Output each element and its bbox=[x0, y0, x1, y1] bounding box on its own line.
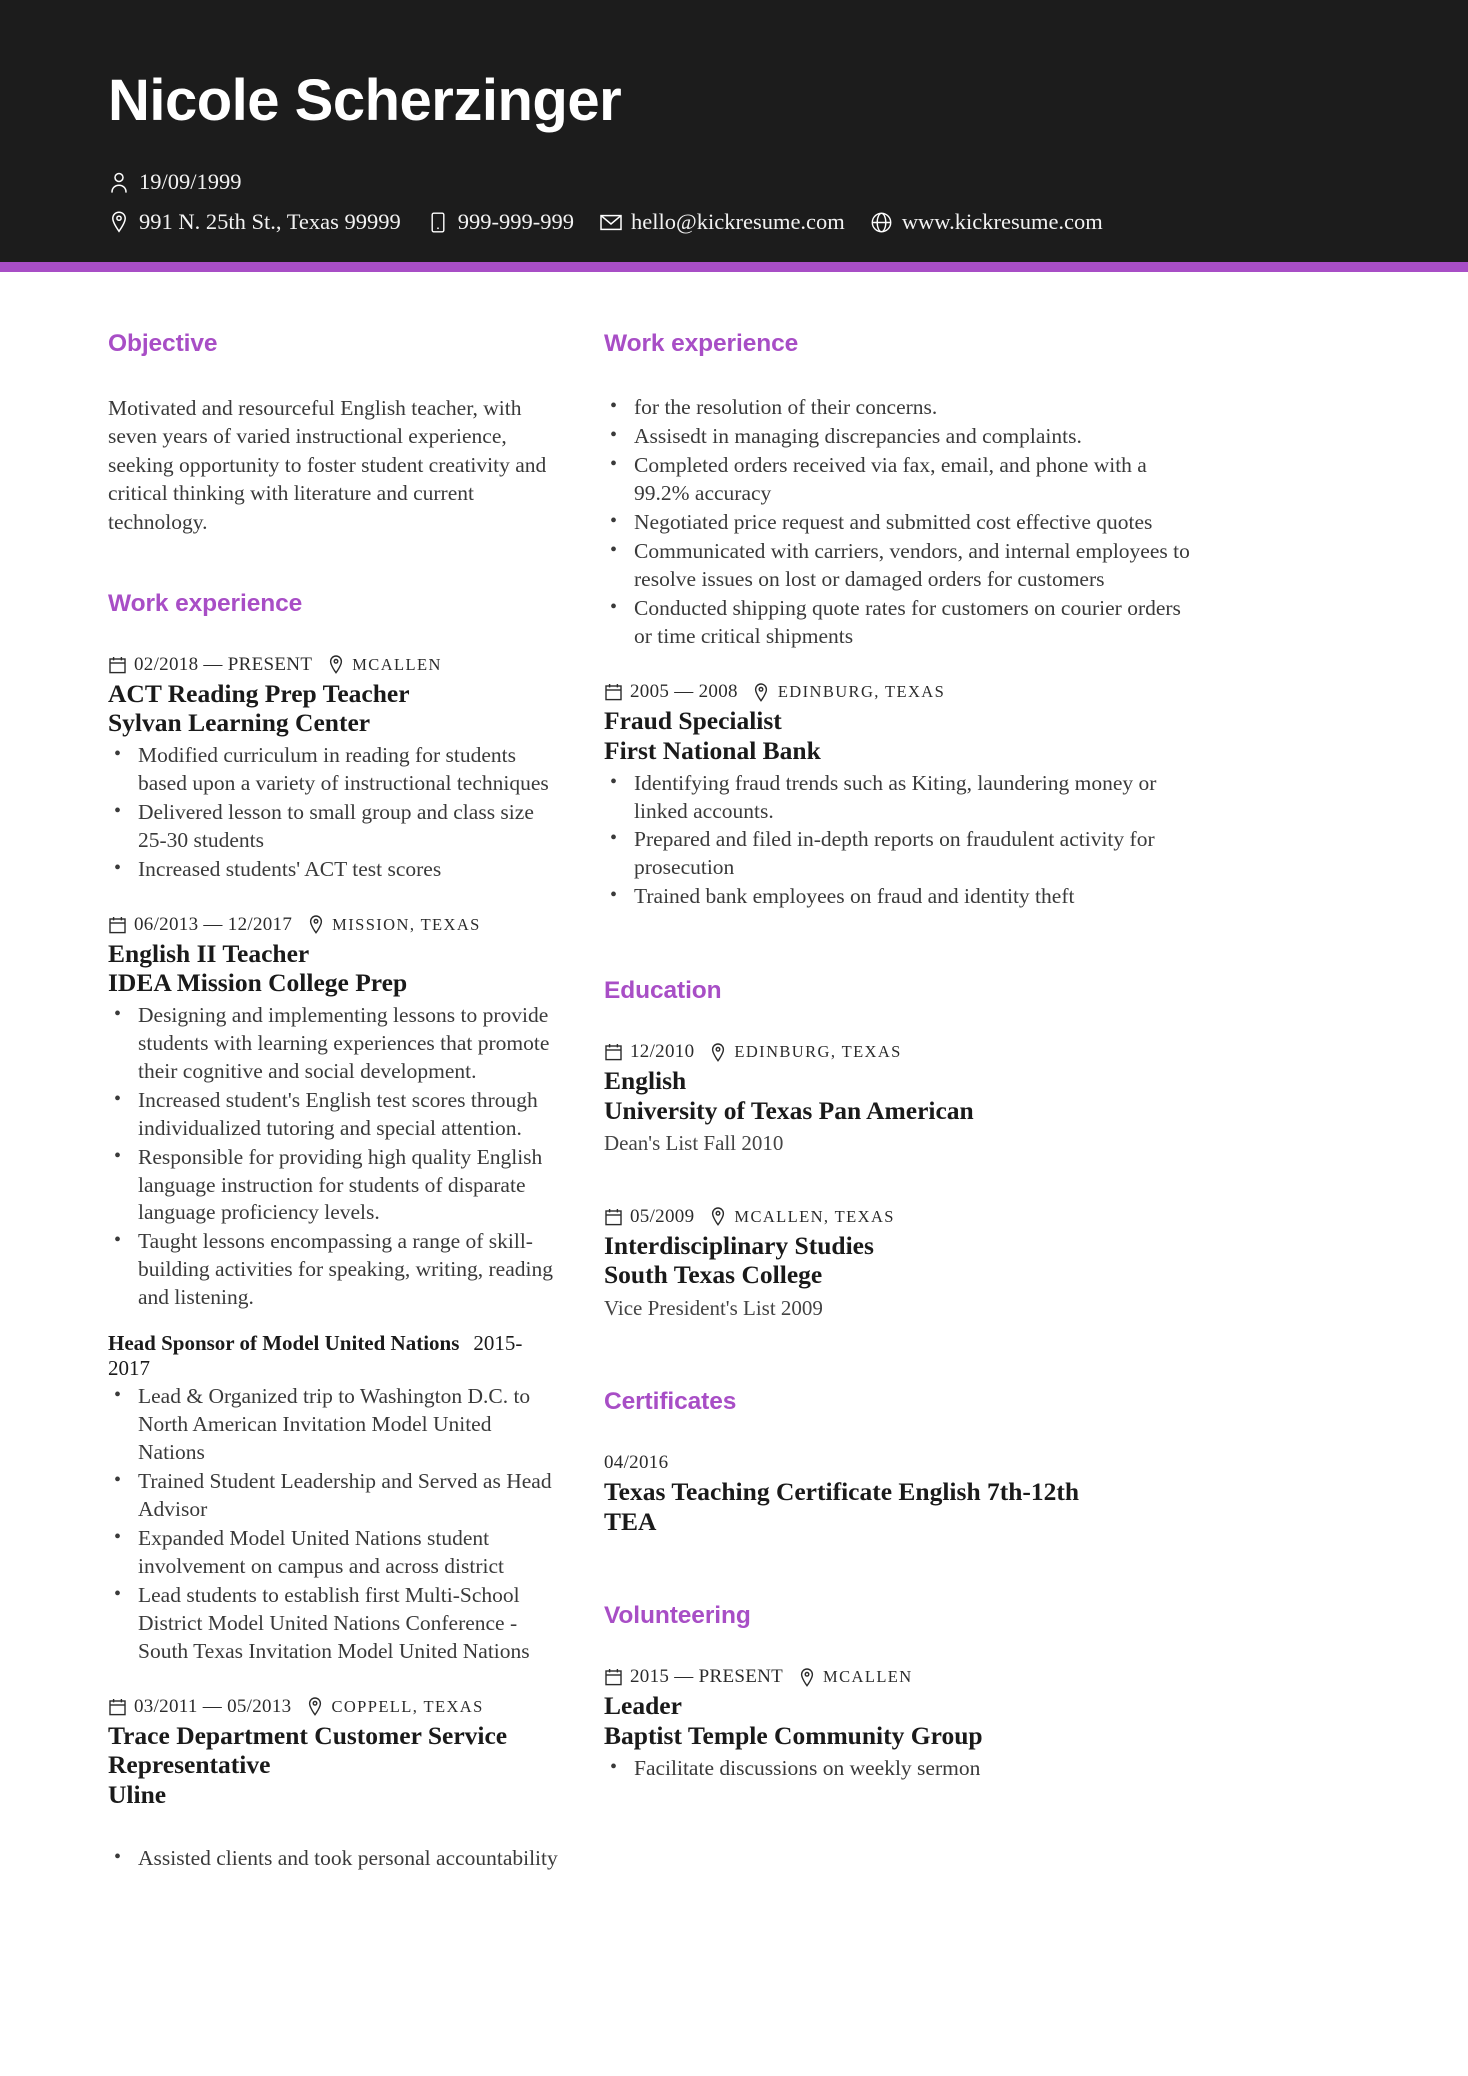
location-pin-icon bbox=[708, 1207, 727, 1227]
list-item: • Delivered lesson to small group and class size 25-30 students bbox=[108, 799, 560, 855]
entry-note: Vice President's List 2009 bbox=[604, 1295, 823, 1320]
list-item: • Trained Student Leadership and Served as Head Advisor bbox=[108, 1468, 560, 1524]
entry-location-group bbox=[708, 1042, 901, 1062]
list-item: • Increased students' ACT test scores bbox=[108, 856, 560, 884]
certificate-entry bbox=[604, 1452, 1198, 1536]
entry-title: ACT Reading Prep Teacher bbox=[108, 678, 410, 708]
contact-address bbox=[108, 210, 401, 234]
calendar-icon bbox=[604, 1667, 623, 1687]
globe-icon bbox=[871, 210, 893, 234]
entry-title: Interdisciplinary Studies bbox=[604, 1230, 874, 1260]
entry-organization: First National Bank bbox=[604, 736, 821, 766]
entry-organization: Sylvan Learning Center bbox=[108, 708, 371, 738]
work-entry bbox=[604, 681, 1198, 911]
list-item: • Facilitate discussions on weekly sermon bbox=[604, 1755, 1198, 1783]
entry-organization: IDEA Mission College Prep bbox=[108, 968, 408, 998]
entry-organization: Uline bbox=[108, 1779, 167, 1809]
entry-date-group bbox=[604, 1666, 783, 1688]
list-item: • Prepared and filed in-depth reports on fraudulent activity for prosecution bbox=[604, 826, 1198, 882]
entry-bullets bbox=[108, 1845, 560, 1873]
entry-date-group bbox=[604, 681, 738, 703]
education-entry bbox=[604, 1206, 1198, 1323]
entry-title: Leader bbox=[604, 1691, 682, 1721]
entry-organization: South Texas College bbox=[604, 1260, 823, 1290]
entry-date: 12/2010 bbox=[630, 1041, 695, 1063]
location-pin-icon bbox=[752, 682, 771, 702]
entry-meta bbox=[108, 654, 560, 676]
work-entry bbox=[108, 914, 560, 1666]
location-pin-icon bbox=[326, 655, 345, 675]
section-title-volunteering: Volunteering bbox=[604, 1602, 751, 1630]
contact-address-text: 991 N. 25th St., Texas 99999 bbox=[139, 208, 401, 234]
contact-email bbox=[600, 210, 845, 234]
person-icon bbox=[108, 170, 130, 194]
entry-location: MISSION, TEXAS bbox=[332, 914, 481, 934]
left-column bbox=[0, 330, 578, 1909]
contact-phone-text: 999-999-999 bbox=[457, 208, 575, 234]
section-title-objective: Objective bbox=[108, 330, 218, 357]
calendar-icon bbox=[604, 682, 623, 702]
accent-divider bbox=[0, 262, 1468, 272]
page-title: Nicole Scherzinger bbox=[108, 68, 622, 133]
entry-location-group bbox=[306, 915, 481, 935]
entry-location-group bbox=[752, 682, 945, 702]
entry-note: Dean's List Fall 2010 bbox=[604, 1131, 784, 1156]
contact-birthdate-text: 19/09/1999 bbox=[139, 168, 242, 194]
entry-meta bbox=[604, 1666, 1198, 1688]
contact-row-birthdate bbox=[108, 170, 1388, 194]
contact-email-text: hello@kickresume.com bbox=[631, 208, 845, 234]
entry-date: 2015 — PRESENT bbox=[630, 1666, 784, 1688]
entry-meta bbox=[108, 1696, 560, 1718]
list-item: • Modified curriculum in reading for students based upon a variety of instructional techniques bbox=[108, 742, 560, 798]
section-work-experience-left bbox=[108, 590, 560, 1873]
section-education bbox=[604, 977, 1198, 1322]
list-item: • Communicated with carriers, vendors, and internal employees to resolve issues on lost or damaged orders for customers bbox=[604, 538, 1198, 594]
contact-phone bbox=[427, 210, 574, 234]
entry-organization: TEA bbox=[604, 1506, 657, 1536]
section-title-work-experience-left: Work experience bbox=[108, 589, 303, 617]
list-item: • Taught lessons encompassing a range of skill-building activities for speaking, writing, reading and listening. bbox=[108, 1228, 560, 1312]
list-item: • Expanded Model United Nations student involvement on campus and across district bbox=[108, 1525, 560, 1581]
list-item: • Increased student's English test scores through individualized tutoring and special attention. bbox=[108, 1087, 560, 1143]
entry-date: 03/2011 — 05/2013 bbox=[134, 1695, 292, 1717]
envelope-icon bbox=[600, 210, 622, 234]
entry-location: EDINBURG, TEXAS bbox=[777, 682, 946, 702]
list-item-continued: • for the resolution of their concerns. bbox=[604, 394, 1198, 422]
entry-date: 06/2013 — 12/2017 bbox=[134, 913, 293, 935]
entry-title: Texas Teaching Certificate English 7th-12th bbox=[604, 1477, 1080, 1507]
volunteering-entry bbox=[604, 1666, 1198, 1782]
entry-location: COPPELL, TEXAS bbox=[331, 1696, 484, 1716]
entry-date: 05/2009 bbox=[630, 1205, 695, 1227]
continued-bullets bbox=[604, 394, 1198, 650]
contact-birthdate bbox=[108, 170, 242, 194]
location-pin-icon bbox=[797, 1667, 816, 1687]
entry-date-group bbox=[604, 1206, 694, 1228]
calendar-icon bbox=[108, 1697, 127, 1717]
entry-date-group bbox=[108, 1696, 291, 1718]
section-title-education: Education bbox=[604, 977, 722, 1005]
section-title-work-experience-right: Work experience bbox=[604, 330, 799, 357]
list-item: • Assisedt in managing discrepancies and complaints. bbox=[604, 423, 1198, 451]
location-pin-icon bbox=[708, 1042, 727, 1062]
entry-meta bbox=[604, 1041, 1198, 1063]
resume-header bbox=[0, 0, 1468, 262]
education-entry bbox=[604, 1041, 1198, 1158]
objective-text: Motivated and resourceful English teacher, with seven years of varied instructional experience, seeking opportunity to foster student creativity and critical thinking with literature and current technology. bbox=[108, 396, 547, 534]
entry-location-group bbox=[305, 1697, 483, 1717]
location-pin-icon bbox=[306, 915, 325, 935]
section-volunteering bbox=[604, 1602, 1198, 1782]
section-objective bbox=[108, 330, 560, 536]
entry-date-group bbox=[604, 1041, 694, 1063]
list-item: • Designing and implementing lessons to provide students with learning experiences that promote their cognitive and social development. bbox=[108, 1002, 560, 1086]
entry-title: Trace Department Customer Service Representative bbox=[108, 1720, 508, 1780]
entry-date-group bbox=[108, 654, 312, 676]
subsection-bullets bbox=[108, 1383, 560, 1665]
list-item: • Identifying fraud trends such as Kiting, laundering money or linked accounts. bbox=[604, 770, 1198, 826]
list-item: • Trained bank employees on fraud and identity theft bbox=[604, 883, 1198, 911]
entry-location-group bbox=[708, 1207, 894, 1227]
entry-title: English bbox=[604, 1066, 687, 1096]
work-entry bbox=[108, 1696, 560, 1874]
location-pin-icon bbox=[108, 210, 130, 234]
list-item: • Lead students to establish first Multi-School District Model United Nations Conference - South Texas Invitation Model United Nations bbox=[108, 1582, 560, 1666]
entry-organization: University of Texas Pan American bbox=[604, 1095, 974, 1125]
entry-bullets bbox=[604, 1755, 1198, 1783]
list-item: • Assisted clients and took personal accountability bbox=[108, 1845, 560, 1873]
subsection-years: 2015-2017 bbox=[108, 1331, 523, 1381]
phone-icon bbox=[427, 210, 449, 234]
calendar-icon bbox=[108, 655, 127, 675]
entry-location: MCALLEN bbox=[823, 1667, 913, 1687]
entry-date: 2005 — 2008 bbox=[630, 681, 738, 703]
contact-website bbox=[871, 210, 1103, 234]
location-pin-icon bbox=[305, 1697, 324, 1717]
contact-info bbox=[108, 170, 1388, 234]
calendar-icon bbox=[604, 1042, 623, 1062]
list-item: • Negotiated price request and submitted cost effective quotes bbox=[604, 509, 1198, 537]
calendar-icon bbox=[108, 915, 127, 935]
entry-date-group bbox=[108, 914, 292, 936]
contact-website-text: www.kickresume.com bbox=[901, 208, 1103, 234]
entry-bullets bbox=[604, 770, 1198, 912]
entry-meta bbox=[108, 914, 560, 936]
list-item: • Conducted shipping quote rates for customers on courier orders or time critical shipments bbox=[604, 595, 1198, 651]
right-column bbox=[578, 330, 1198, 1819]
calendar-icon bbox=[604, 1207, 623, 1227]
section-work-experience-right bbox=[604, 330, 1198, 911]
section-certificates bbox=[604, 1388, 1198, 1536]
subsection-heading bbox=[108, 1331, 560, 1381]
entry-bullets bbox=[108, 742, 560, 884]
entry-date: 04/2016 bbox=[604, 1452, 669, 1474]
list-item: • Completed orders received via fax, email, and phone with a 99.2% accuracy bbox=[604, 452, 1198, 508]
list-item: • Lead & Organized trip to Washington D.C. to North American Invitation Model United Nations bbox=[108, 1383, 560, 1467]
section-title-certificates: Certificates bbox=[604, 1388, 737, 1416]
entry-meta bbox=[604, 1206, 1198, 1228]
entry-location: MCALLEN, TEXAS bbox=[734, 1206, 895, 1226]
list-item: • Responsible for providing high quality English language instruction for students of disparate language proficiency levels. bbox=[108, 1144, 560, 1228]
work-entry bbox=[108, 654, 560, 884]
resume-body bbox=[0, 272, 1468, 1909]
entry-location-group bbox=[326, 655, 442, 675]
entry-date: 02/2018 — PRESENT bbox=[134, 653, 313, 675]
subsection-title: Head Sponsor of Model United Nations bbox=[108, 1331, 460, 1356]
entry-title: English II Teacher bbox=[108, 938, 310, 968]
entry-bullets bbox=[108, 1002, 560, 1312]
entry-location-group bbox=[797, 1667, 913, 1687]
entry-organization: Baptist Temple Community Group bbox=[604, 1721, 983, 1751]
entry-location: MCALLEN bbox=[352, 654, 442, 674]
entry-location: EDINBURG, TEXAS bbox=[734, 1042, 902, 1062]
entry-title: Fraud Specialist bbox=[604, 706, 782, 736]
contact-row-details bbox=[108, 210, 1388, 234]
entry-meta bbox=[604, 681, 1198, 703]
